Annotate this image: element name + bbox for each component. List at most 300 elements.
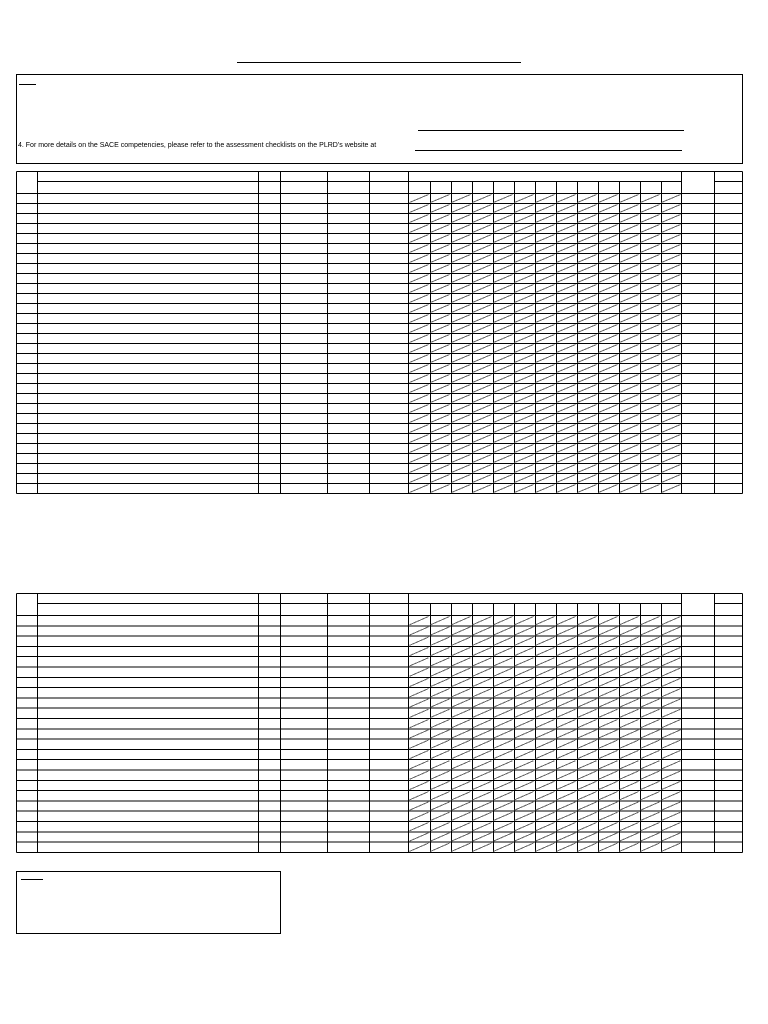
criteria-cell-hatch (494, 720, 513, 728)
criteria-cell-hatch (431, 823, 450, 831)
criteria-cell-hatch (452, 658, 471, 666)
criteria-cell-hatch (452, 802, 471, 810)
criteria-cell-hatch (641, 833, 660, 841)
criteria-cell-hatch (431, 740, 450, 748)
criteria-cell-hatch (662, 761, 681, 769)
criteria-cell-hatch (620, 750, 639, 758)
criteria-cell-hatch (431, 617, 450, 625)
criteria-cell-hatch (599, 792, 618, 800)
criteria-cell-hatch (431, 627, 450, 635)
criteria-cell-hatch (536, 812, 555, 820)
criteria-cell-hatch (620, 668, 639, 676)
criteria-cell-hatch (662, 833, 681, 841)
criteria-cell-hatch (662, 637, 681, 645)
criteria-cell-hatch (578, 730, 597, 738)
criteria-cell-hatch (431, 668, 450, 676)
criteria-cell-hatch (641, 720, 660, 728)
criteria-cell-hatch (662, 647, 681, 655)
remarks-heading-underline (21, 879, 43, 880)
criteria-cell-hatch (515, 720, 534, 728)
criteria-cell-hatch (494, 699, 513, 707)
criteria-cell-hatch (410, 658, 429, 666)
criteria-cell-hatch (494, 668, 513, 676)
criteria-cell-hatch (641, 761, 660, 769)
criteria-cell-hatch (557, 678, 576, 686)
criteria-cell-hatch (536, 771, 555, 779)
criteria-cell-hatch (452, 699, 471, 707)
criteria-cell-hatch (431, 771, 450, 779)
criteria-cell-hatch (578, 802, 597, 810)
criteria-cell-hatch (641, 812, 660, 820)
criteria-cell-hatch (494, 771, 513, 779)
criteria-cell-hatch (599, 823, 618, 831)
criteria-cell-hatch (452, 761, 471, 769)
criteria-cell-hatch (578, 627, 597, 635)
criteria-cell-hatch (452, 823, 471, 831)
criteria-cell-hatch (536, 720, 555, 728)
criteria-cell-hatch (473, 658, 492, 666)
criteria-cell-hatch (662, 771, 681, 779)
criteria-cell-hatch (620, 678, 639, 686)
criteria-cell-hatch (515, 627, 534, 635)
note-4: 4. For more details on the SACE competencies, please refer to the assessment checklists on the PLRD’s website at (18, 142, 377, 149)
criteria-cell-hatch (620, 637, 639, 645)
criteria-cell-hatch (662, 802, 681, 810)
criteria-cell-hatch (515, 647, 534, 655)
criteria-cell-hatch (620, 647, 639, 655)
criteria-cell-hatch (599, 833, 618, 841)
criteria-cell-hatch (431, 730, 450, 738)
criteria-cell-hatch (494, 792, 513, 800)
criteria-cell-hatch (452, 720, 471, 728)
criteria-cell-hatch (578, 792, 597, 800)
criteria-cell-hatch (494, 823, 513, 831)
criteria-cell-hatch (641, 689, 660, 697)
criteria-cell-hatch (515, 750, 534, 758)
criteria-cell-hatch (599, 843, 618, 851)
criteria-cell-hatch (452, 689, 471, 697)
criteria-cell-hatch (431, 761, 450, 769)
criteria-cell-hatch (557, 699, 576, 707)
criteria-cell-hatch (557, 668, 576, 676)
criteria-cell-hatch (557, 720, 576, 728)
criteria-cell-hatch (473, 833, 492, 841)
criteria-cell-hatch (494, 781, 513, 789)
criteria-cell-hatch (641, 699, 660, 707)
criteria-cell-hatch (599, 761, 618, 769)
criteria-cell-hatch (557, 761, 576, 769)
criteria-cell-hatch (599, 658, 618, 666)
criteria-cell-hatch (494, 833, 513, 841)
criteria-cell-hatch (536, 730, 555, 738)
criteria-cell-hatch (473, 678, 492, 686)
criteria-cell-hatch (473, 812, 492, 820)
criteria-cell-hatch (452, 812, 471, 820)
criteria-cell-hatch (515, 740, 534, 748)
criteria-cell-hatch (473, 730, 492, 738)
criteria-cell-hatch (620, 761, 639, 769)
criteria-cell-hatch (557, 689, 576, 697)
criteria-cell-hatch (578, 833, 597, 841)
criteria-cell-hatch (431, 658, 450, 666)
criteria-cell-hatch (599, 668, 618, 676)
criteria-cell-hatch (599, 771, 618, 779)
criteria-cell-hatch (473, 802, 492, 810)
criteria-cell-hatch (641, 771, 660, 779)
criteria-cell-hatch (620, 689, 639, 697)
criteria-cell-hatch (473, 843, 492, 851)
criteria-cell-hatch (641, 658, 660, 666)
criteria-cell-hatch (410, 637, 429, 645)
criteria-cell-hatch (536, 709, 555, 717)
criteria-cell-hatch (620, 709, 639, 717)
criteria-cell-hatch (494, 843, 513, 851)
criteria-cell-hatch (431, 792, 450, 800)
criteria-cell-hatch (620, 730, 639, 738)
criteria-cell-hatch (452, 617, 471, 625)
criteria-cell-hatch (431, 812, 450, 820)
criteria-cell-hatch (410, 617, 429, 625)
criteria-cell-hatch (410, 709, 429, 717)
criteria-cell-hatch (536, 668, 555, 676)
criteria-cell-hatch (410, 833, 429, 841)
criteria-cell-hatch (641, 627, 660, 635)
criteria-cell-hatch (452, 843, 471, 851)
criteria-cell-hatch (557, 781, 576, 789)
criteria-cell-hatch (515, 709, 534, 717)
criteria-cell-hatch (557, 750, 576, 758)
criteria-cell-hatch (494, 627, 513, 635)
criteria-cell-hatch (536, 843, 555, 851)
criteria-cell-hatch (515, 617, 534, 625)
criteria-cell-hatch (641, 637, 660, 645)
criteria-cell-hatch (662, 843, 681, 851)
criteria-cell-hatch (557, 658, 576, 666)
criteria-cell-hatch (515, 730, 534, 738)
criteria-cell-hatch (662, 668, 681, 676)
criteria-cell-hatch (515, 802, 534, 810)
criteria-cell-hatch (557, 637, 576, 645)
criteria-cell-hatch (620, 802, 639, 810)
criteria-cell-hatch (578, 823, 597, 831)
criteria-cell-hatch (452, 792, 471, 800)
criteria-cell-hatch (536, 781, 555, 789)
criteria-cell-hatch (536, 678, 555, 686)
criteria-cell-hatch (641, 647, 660, 655)
criteria-cell-hatch (599, 678, 618, 686)
criteria-cell-hatch (494, 761, 513, 769)
criteria-cell-hatch (473, 781, 492, 789)
criteria-cell-hatch (536, 627, 555, 635)
criteria-cell-hatch (515, 658, 534, 666)
criteria-cell-hatch (431, 709, 450, 717)
criteria-cell-hatch (515, 678, 534, 686)
criteria-cell-hatch (641, 709, 660, 717)
criteria-cell-hatch (431, 781, 450, 789)
criteria-cell-hatch (662, 823, 681, 831)
criteria-cell-hatch (557, 617, 576, 625)
criteria-cell-hatch (641, 730, 660, 738)
criteria-cell-hatch (473, 617, 492, 625)
criteria-cell-hatch (431, 720, 450, 728)
criteria-cell-hatch (641, 750, 660, 758)
criteria-cell-hatch (599, 812, 618, 820)
criteria-cell-hatch (578, 750, 597, 758)
criteria-cell-hatch (641, 781, 660, 789)
criteria-cell-hatch (578, 771, 597, 779)
criteria-cell-hatch (536, 689, 555, 697)
criteria-cell-hatch (620, 658, 639, 666)
criteria-cell-hatch (431, 647, 450, 655)
criteria-cell-hatch (515, 833, 534, 841)
criteria-cell-hatch (599, 720, 618, 728)
criteria-cell-hatch (599, 689, 618, 697)
criteria-cell-hatch (599, 730, 618, 738)
criteria-cell-hatch (452, 709, 471, 717)
criteria-cell-hatch (431, 843, 450, 851)
criteria-cell-hatch (494, 678, 513, 686)
criteria-cell-hatch (662, 627, 681, 635)
criteria-cell-hatch (410, 689, 429, 697)
criteria-cell-hatch (557, 802, 576, 810)
criteria-cell-hatch (662, 699, 681, 707)
criteria-cell-hatch (410, 647, 429, 655)
criteria-cell-hatch (410, 678, 429, 686)
criteria-cell-hatch (662, 750, 681, 758)
criteria-cell-hatch (494, 709, 513, 717)
criteria-cell-hatch (473, 740, 492, 748)
criteria-cell-hatch (515, 668, 534, 676)
criteria-cell-hatch (557, 647, 576, 655)
criteria-cell-hatch (662, 792, 681, 800)
criteria-cell-hatch (641, 740, 660, 748)
criteria-cell-hatch (620, 720, 639, 728)
criteria-cell-hatch (557, 627, 576, 635)
criteria-cell-hatch (515, 812, 534, 820)
criteria-cell-hatch (536, 750, 555, 758)
criteria-cell-hatch (641, 802, 660, 810)
criteria-cell-hatch (536, 658, 555, 666)
criteria-cell-hatch (599, 627, 618, 635)
criteria-cell-hatch (410, 823, 429, 831)
criteria-cell-hatch (620, 781, 639, 789)
criteria-cell-hatch (494, 740, 513, 748)
criteria-cell-hatch (578, 678, 597, 686)
criteria-cell-hatch (578, 761, 597, 769)
criteria-cell-hatch (641, 843, 660, 851)
criteria-cell-hatch (452, 668, 471, 676)
criteria-cell-hatch (599, 617, 618, 625)
criteria-cell-hatch (599, 709, 618, 717)
criteria-cell-hatch (410, 699, 429, 707)
criteria-cell-hatch (410, 781, 429, 789)
criteria-cell-hatch (410, 750, 429, 758)
criteria-cell-hatch (410, 843, 429, 851)
criteria-cell-hatch (557, 823, 576, 831)
criteria-cell-hatch (620, 617, 639, 625)
criteria-cell-hatch (410, 720, 429, 728)
criteria-cell-hatch (641, 823, 660, 831)
criteria-cell-hatch (620, 843, 639, 851)
criteria-cell-hatch (410, 812, 429, 820)
criteria-cell-hatch (431, 637, 450, 645)
criteria-cell-hatch (557, 843, 576, 851)
criteria-cell-hatch (515, 843, 534, 851)
criteria-cell-hatch (662, 720, 681, 728)
criteria-cell-hatch (410, 802, 429, 810)
criteria-cell-hatch (473, 750, 492, 758)
criteria-cell-hatch (473, 823, 492, 831)
criteria-cell-hatch (578, 647, 597, 655)
criteria-cell-hatch (494, 802, 513, 810)
criteria-cell-hatch (494, 750, 513, 758)
criteria-cell-hatch (452, 771, 471, 779)
criteria-cell-hatch (536, 740, 555, 748)
criteria-cell-hatch (515, 792, 534, 800)
criteria-cell-hatch (515, 771, 534, 779)
criteria-cell-hatch (494, 647, 513, 655)
criteria-cell-hatch (473, 792, 492, 800)
criteria-cell-hatch (515, 689, 534, 697)
criteria-cell-hatch (473, 637, 492, 645)
criteria-cell-hatch (662, 617, 681, 625)
criteria-cell-hatch (578, 658, 597, 666)
remarks-box (16, 871, 281, 934)
criteria-cell-hatch (578, 637, 597, 645)
criteria-cell-hatch (473, 720, 492, 728)
criteria-cell-hatch (599, 637, 618, 645)
criteria-cell-hatch (473, 627, 492, 635)
criteria-cell-hatch (662, 709, 681, 717)
criteria-cell-hatch (578, 709, 597, 717)
criteria-cell-hatch (620, 771, 639, 779)
criteria-cell-hatch (536, 792, 555, 800)
criteria-cell-hatch (473, 689, 492, 697)
criteria-cell-hatch (452, 781, 471, 789)
criteria-cell-hatch (578, 668, 597, 676)
criteria-cell-hatch (410, 627, 429, 635)
criteria-cell-hatch (431, 699, 450, 707)
criteria-cell-hatch (431, 678, 450, 686)
criteria-cell-hatch (536, 823, 555, 831)
criteria-cell-hatch (452, 637, 471, 645)
criteria-cell-hatch (473, 699, 492, 707)
criteria-cell-hatch (515, 699, 534, 707)
criteria-cell-hatch (557, 740, 576, 748)
criteria-cell-hatch (620, 823, 639, 831)
criteria-cell-hatch (452, 730, 471, 738)
criteria-cell-hatch (494, 812, 513, 820)
criteria-cell-hatch (599, 740, 618, 748)
criteria-cell-hatch (494, 730, 513, 738)
criteria-cell-hatch (431, 689, 450, 697)
criteria-cell-hatch (494, 658, 513, 666)
criteria-cell-hatch (557, 812, 576, 820)
criteria-cell-hatch (641, 792, 660, 800)
criteria-cell-hatch (473, 761, 492, 769)
criteria-cell-hatch (578, 689, 597, 697)
criteria-cell-hatch (536, 699, 555, 707)
criteria-cell-hatch (431, 802, 450, 810)
criteria-cell-hatch (662, 730, 681, 738)
criteria-cell-hatch (578, 699, 597, 707)
criteria-cell-hatch (620, 812, 639, 820)
criteria-cell-hatch (662, 781, 681, 789)
criteria-cell-hatch (410, 668, 429, 676)
criteria-cell-hatch (494, 637, 513, 645)
criteria-cell-hatch (557, 792, 576, 800)
criteria-cell-hatch (473, 709, 492, 717)
criteria-cell-hatch (599, 781, 618, 789)
criteria-cell-hatch (599, 750, 618, 758)
criteria-cell-hatch (620, 699, 639, 707)
criteria-cell-hatch (473, 771, 492, 779)
criteria-cell-hatch (515, 781, 534, 789)
criteria-cell-hatch (515, 637, 534, 645)
criteria-cell-hatch (410, 761, 429, 769)
criteria-cell-hatch (452, 833, 471, 841)
criteria-cell-hatch (578, 843, 597, 851)
criteria-cell-hatch (536, 617, 555, 625)
criteria-cell-hatch (473, 668, 492, 676)
criteria-cell-hatch (662, 678, 681, 686)
criteria-cell-hatch (473, 647, 492, 655)
criteria-cell-hatch (578, 781, 597, 789)
criteria-cell-hatch (557, 833, 576, 841)
criteria-cell-hatch (431, 833, 450, 841)
criteria-cell-hatch (536, 637, 555, 645)
criteria-cell-hatch (557, 771, 576, 779)
criteria-cell-hatch (536, 647, 555, 655)
criteria-cell-hatch (515, 823, 534, 831)
criteria-cell-hatch (536, 761, 555, 769)
criteria-cell-hatch (662, 658, 681, 666)
criteria-cell-hatch (641, 668, 660, 676)
criteria-cell-hatch (452, 627, 471, 635)
criteria-cell-hatch (662, 740, 681, 748)
criteria-cell-hatch (599, 699, 618, 707)
criteria-cell-hatch (410, 771, 429, 779)
criteria-cell-hatch (557, 730, 576, 738)
criteria-cell-hatch (494, 689, 513, 697)
criteria-cell-hatch (599, 802, 618, 810)
criteria-cell-hatch (620, 792, 639, 800)
criteria-cell-hatch (620, 833, 639, 841)
criteria-cell-hatch (494, 617, 513, 625)
criteria-cell-hatch (536, 802, 555, 810)
criteria-cell-hatch (557, 709, 576, 717)
criteria-cell-hatch (578, 740, 597, 748)
criteria-cell-hatch (641, 678, 660, 686)
criteria-cell-hatch (452, 740, 471, 748)
criteria-cell-hatch (578, 812, 597, 820)
criteria-cell-hatch (662, 689, 681, 697)
criteria-cell-hatch (452, 750, 471, 758)
criteria-cell-hatch (515, 761, 534, 769)
criteria-cell-hatch (578, 617, 597, 625)
criteria-cell-hatch (662, 812, 681, 820)
criteria-cell-hatch (452, 647, 471, 655)
criteria-cell-hatch (452, 678, 471, 686)
criteria-cell-hatch (431, 750, 450, 758)
criteria-cell-hatch (578, 720, 597, 728)
criteria-cell-hatch (620, 740, 639, 748)
criteria-cell-hatch (620, 627, 639, 635)
criteria-cell-hatch (410, 730, 429, 738)
criteria-cell-hatch (599, 647, 618, 655)
criteria-cell-hatch (410, 740, 429, 748)
criteria-cell-hatch (410, 792, 429, 800)
